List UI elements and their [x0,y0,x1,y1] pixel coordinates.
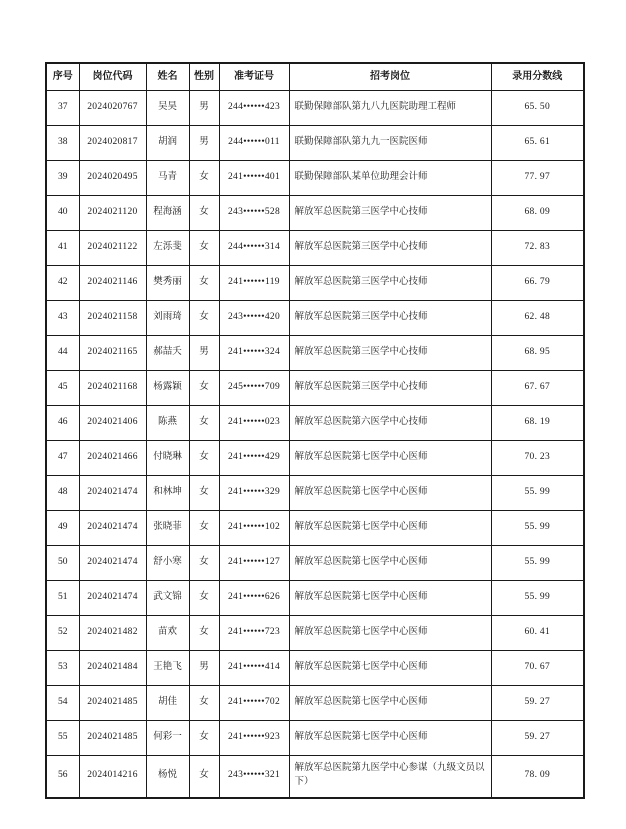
cell-gender: 女 [189,300,219,335]
cell-index: 41 [46,230,79,265]
cell-name: 何彩一 [146,720,189,755]
cell-index: 43 [46,300,79,335]
cell-exam-number: 241••••••324 [219,335,289,370]
column-header-exam-number: 准考证号 [219,63,289,90]
cell-position-code: 2024021406 [79,405,146,440]
table-row [46,370,584,405]
cell-score: 78. 09 [491,755,584,798]
cell-gender: 女 [189,265,219,300]
cell-exam-number: 241••••••329 [219,475,289,510]
cell-name: 郝喆夭 [146,335,189,370]
cell-exam-number: 241••••••702 [219,685,289,720]
table-row [46,265,584,300]
cell-position: 解放军总医院第七医学中心医师 [289,440,491,475]
cell-name: 陈燕 [146,405,189,440]
table-body [46,90,584,798]
cell-gender: 女 [189,755,219,798]
cell-index: 47 [46,440,79,475]
table-row [46,195,584,230]
cell-position-code: 2024021474 [79,580,146,615]
cell-gender: 女 [189,545,219,580]
cell-gender: 男 [189,90,219,125]
cell-score: 67. 67 [491,370,584,405]
cell-name: 杨悦 [146,755,189,798]
cell-exam-number: 241••••••429 [219,440,289,475]
cell-score: 55. 99 [491,510,584,545]
cell-position-code: 2024014216 [79,755,146,798]
cell-name: 刘雨琦 [146,300,189,335]
cell-position: 解放军总医院第九医学中心参谋（九级文员以下） [289,755,491,798]
table-row [46,685,584,720]
cell-name: 苗欢 [146,615,189,650]
cell-name: 吴昊 [146,90,189,125]
cell-gender: 女 [189,195,219,230]
cell-gender: 男 [189,650,219,685]
cell-position: 解放军总医院第七医学中心医师 [289,650,491,685]
cell-position: 解放军总医院第三医学中心技师 [289,370,491,405]
table-row [46,90,584,125]
cell-gender: 女 [189,580,219,615]
cell-position: 解放军总医院第三医学中心技师 [289,335,491,370]
column-header-index: 序号 [46,63,79,90]
cell-position-code: 2024021474 [79,475,146,510]
header-row [46,63,584,90]
cell-exam-number: 241••••••723 [219,615,289,650]
cell-score: 66. 79 [491,265,584,300]
cell-position: 解放军总医院第三医学中心技师 [289,230,491,265]
table-row [46,160,584,195]
cell-index: 39 [46,160,79,195]
cell-name: 杨露颖 [146,370,189,405]
cell-index: 46 [46,405,79,440]
table-row [46,650,584,685]
column-header-position: 招考岗位 [289,63,491,90]
table-row [46,125,584,160]
cell-exam-number: 241••••••023 [219,405,289,440]
cell-index: 38 [46,125,79,160]
cell-score: 55. 99 [491,580,584,615]
cell-name: 胡佳 [146,685,189,720]
cell-position-code: 2024021482 [79,615,146,650]
cell-name: 程海涵 [146,195,189,230]
cell-gender: 女 [189,405,219,440]
cell-position-code: 2024021474 [79,510,146,545]
cell-position-code: 2024021120 [79,195,146,230]
cell-index: 48 [46,475,79,510]
cell-score: 68. 09 [491,195,584,230]
cell-gender: 女 [189,510,219,545]
cell-position: 解放军总医院第七医学中心医师 [289,615,491,650]
cell-position: 解放军总医院第七医学中心医师 [289,685,491,720]
cell-score: 59. 27 [491,720,584,755]
cell-position-code: 2024021165 [79,335,146,370]
cell-gender: 女 [189,440,219,475]
cell-name: 樊秀丽 [146,265,189,300]
table-row [46,230,584,265]
table-row [46,580,584,615]
cell-score: 65. 50 [491,90,584,125]
cell-name: 和林坤 [146,475,189,510]
cell-exam-number: 243••••••420 [219,300,289,335]
cell-name: 王艳飞 [146,650,189,685]
cell-score: 68. 95 [491,335,584,370]
cell-position: 解放军总医院第七医学中心医师 [289,475,491,510]
cell-name: 武文锦 [146,580,189,615]
cell-name: 胡润 [146,125,189,160]
cell-position-code: 2024021485 [79,685,146,720]
cell-name: 左泺斐 [146,230,189,265]
cell-index: 49 [46,510,79,545]
cell-score: 59. 27 [491,685,584,720]
cell-name: 舒小寒 [146,545,189,580]
cell-gender: 男 [189,125,219,160]
cell-score: 55. 99 [491,475,584,510]
score-table [45,62,585,799]
cell-score: 70. 67 [491,650,584,685]
table-row [46,335,584,370]
cell-exam-number: 244••••••011 [219,125,289,160]
cell-score: 55. 99 [491,545,584,580]
column-header-gender: 性别 [189,63,219,90]
cell-position: 解放军总医院第三医学中心技师 [289,300,491,335]
cell-position: 解放军总医院第七医学中心医师 [289,545,491,580]
cell-exam-number: 241••••••401 [219,160,289,195]
table-row [46,475,584,510]
cell-index: 44 [46,335,79,370]
cell-position: 解放军总医院第七医学中心医师 [289,720,491,755]
cell-gender: 女 [189,160,219,195]
cell-score: 77. 97 [491,160,584,195]
cell-index: 52 [46,615,79,650]
cell-score: 62. 48 [491,300,584,335]
cell-score: 70. 23 [491,440,584,475]
cell-index: 56 [46,755,79,798]
table-row [46,510,584,545]
cell-name: 马青 [146,160,189,195]
table-row [46,405,584,440]
cell-exam-number: 241••••••119 [219,265,289,300]
cell-position-code: 2024021474 [79,545,146,580]
cell-position: 联勤保障部队第九九一医院医师 [289,125,491,160]
table-header [46,63,584,90]
cell-score: 68. 19 [491,405,584,440]
cell-index: 50 [46,545,79,580]
cell-score: 65. 61 [491,125,584,160]
cell-score: 72. 83 [491,230,584,265]
cell-gender: 女 [189,685,219,720]
cell-exam-number: 243••••••321 [219,755,289,798]
cell-index: 54 [46,685,79,720]
cell-position-code: 2024021122 [79,230,146,265]
table-row [46,615,584,650]
cell-position: 解放军总医院第三医学中心技师 [289,195,491,230]
cell-gender: 女 [189,720,219,755]
cell-position-code: 2024020495 [79,160,146,195]
cell-position: 解放军总医院第七医学中心医师 [289,580,491,615]
cell-exam-number: 241••••••626 [219,580,289,615]
table-row [46,440,584,475]
cell-exam-number: 245••••••709 [219,370,289,405]
column-header-position-code: 岗位代码 [79,63,146,90]
cell-name: 张晓菲 [146,510,189,545]
cell-gender: 女 [189,230,219,265]
cell-index: 37 [46,90,79,125]
cell-gender: 男 [189,335,219,370]
cell-exam-number: 241••••••414 [219,650,289,685]
cell-index: 40 [46,195,79,230]
cell-position: 解放军总医院第七医学中心医师 [289,510,491,545]
cell-position-code: 2024021146 [79,265,146,300]
cell-index: 51 [46,580,79,615]
cell-position: 解放军总医院第三医学中心技师 [289,265,491,300]
cell-exam-number: 241••••••127 [219,545,289,580]
cell-score: 60. 41 [491,615,584,650]
table-row [46,545,584,580]
cell-position: 联勤保障部队第九八九医院助理工程师 [289,90,491,125]
cell-index: 55 [46,720,79,755]
cell-position-code: 2024021466 [79,440,146,475]
cell-position-code: 2024021168 [79,370,146,405]
cell-exam-number: 243••••••528 [219,195,289,230]
cell-position-code: 2024021485 [79,720,146,755]
cell-exam-number: 241••••••923 [219,720,289,755]
cell-index: 53 [46,650,79,685]
cell-position-code: 2024020767 [79,90,146,125]
document-page [45,62,585,799]
cell-exam-number: 244••••••314 [219,230,289,265]
cell-index: 45 [46,370,79,405]
cell-name: 付晓琳 [146,440,189,475]
table-row [46,300,584,335]
cell-position: 解放军总医院第六医学中心技师 [289,405,491,440]
cell-position-code: 2024021484 [79,650,146,685]
cell-index: 42 [46,265,79,300]
cell-gender: 女 [189,370,219,405]
cell-position: 联勤保障部队某单位助理会计师 [289,160,491,195]
table-row [46,755,584,798]
cell-exam-number: 241••••••102 [219,510,289,545]
cell-gender: 女 [189,615,219,650]
column-header-score-line: 录用分数线 [491,63,584,90]
column-header-name: 姓名 [146,63,189,90]
cell-position-code: 2024021158 [79,300,146,335]
table-row [46,720,584,755]
cell-position-code: 2024020817 [79,125,146,160]
cell-gender: 女 [189,475,219,510]
cell-exam-number: 244••••••423 [219,90,289,125]
